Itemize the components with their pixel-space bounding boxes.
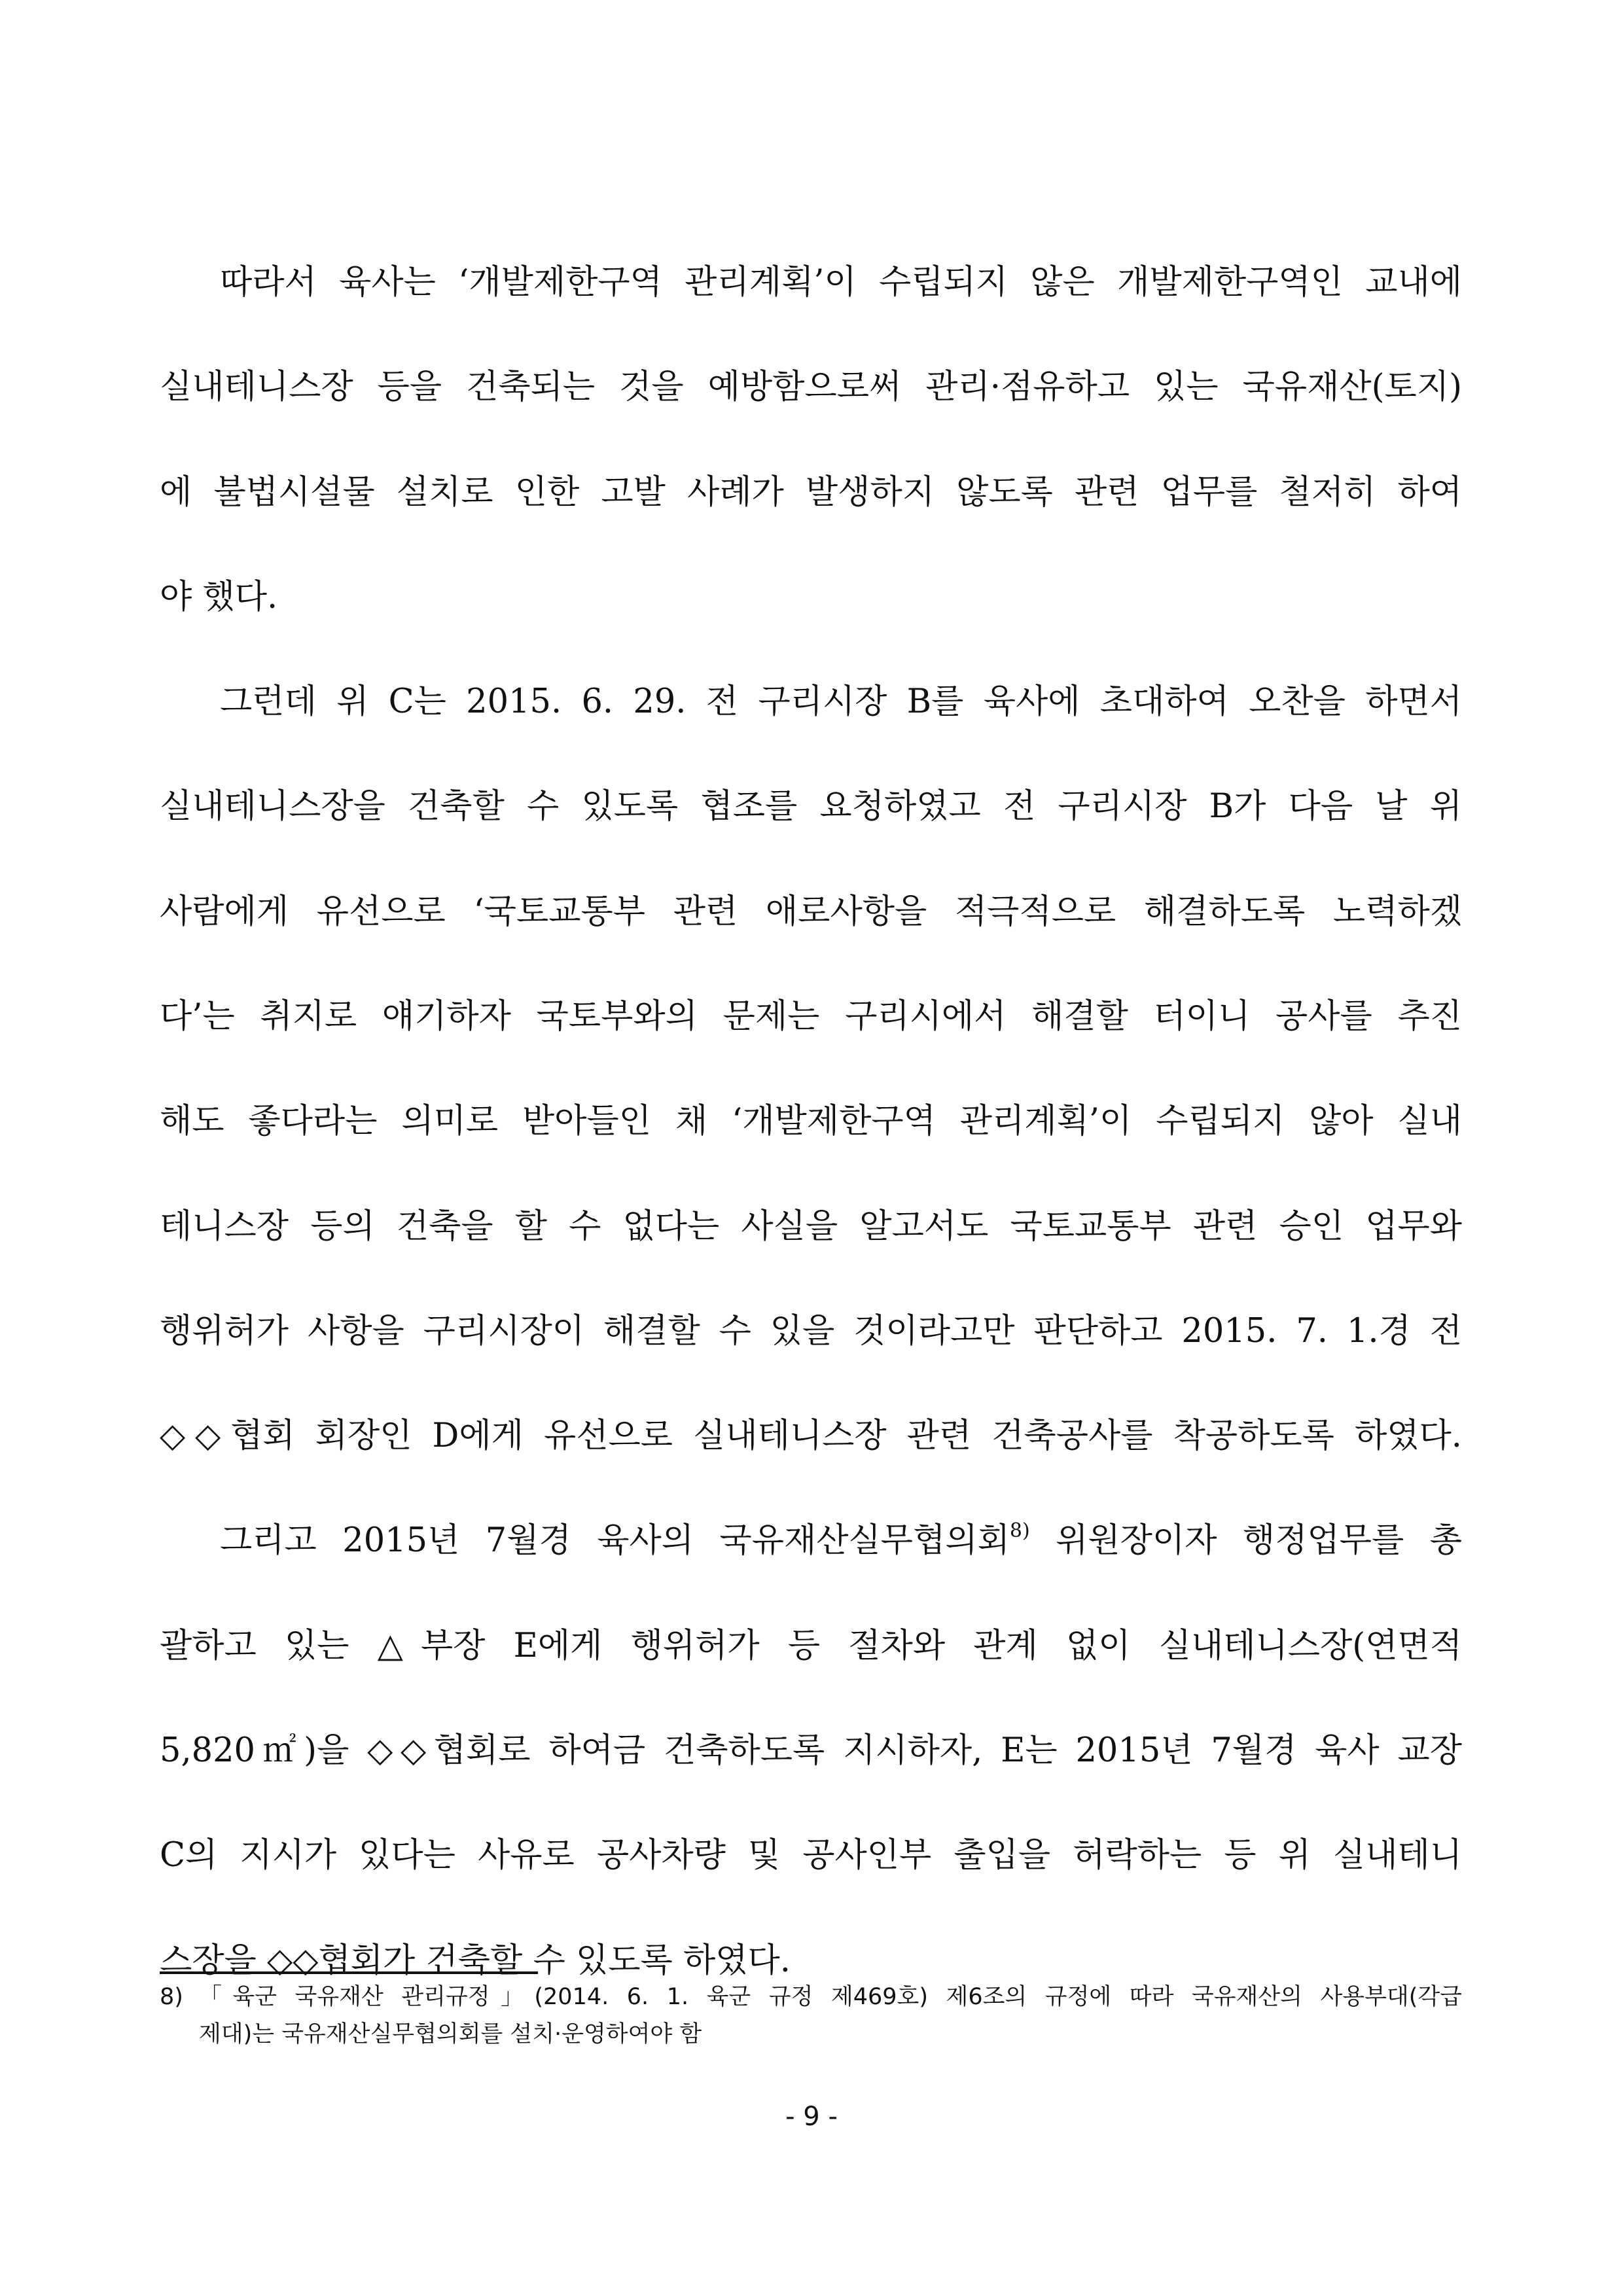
body-line-15: 5,820㎡)을 ◇◇협회로 하여금 건축하도록 지시하자, E는 2015년 7월경 육사 교장 xyxy=(160,1731,1462,1770)
body-line-6: 실내테니스장을 건축할 수 있도록 협조를 요청하였고 전 구리시장 B가 다음 날 위 xyxy=(160,787,1462,826)
footnote-text-line-2: 제대)는 국유재산실무협의회를 설치·운영하여야 함 xyxy=(199,2021,702,2047)
body-line-12: ◇◇협회 회장인 D에게 유선으로 실내테니스장 관련 건축공사를 착공하도록 하였다. xyxy=(160,1417,1462,1455)
footnote-number: 8) xyxy=(160,1984,183,2010)
body-line-2: 실내테니스장 등을 건축되는 것을 예방함으로써 관리·점유하고 있는 국유재산(토지) xyxy=(160,368,1462,406)
page-number: - 9 - xyxy=(785,2102,838,2132)
footnote-text-line-1: 「육군 국유재산 관리규정」(2014. 6. 1. 육군 규정 제469호) 제6조의 규정에 따라 국유재산의 사용부대(각급 xyxy=(199,1984,1462,2010)
body-line-8: 다’는 취지로 얘기하자 국토부와의 문제는 구리시에서 해결할 터이니 공사를 추진 xyxy=(160,997,1462,1036)
body-line-17: 스장을 ◇◇협회가 건축할 수 있도록 하였다. xyxy=(160,1941,791,1980)
body-line-13-part-2: 위원장이자 행정업무를 총 xyxy=(1056,1521,1462,1560)
body-line-4: 야 했다. xyxy=(160,578,278,616)
footnote-separator xyxy=(160,1971,538,1974)
body-line-13-part-1: 그리고 2015년 7월경 육사의 국유재산실무협의회 xyxy=(220,1521,1010,1560)
body-line-16: C의 지시가 있다는 사유로 공사차량 및 공사인부 출입을 허락하는 등 위 실내테니 xyxy=(160,1836,1462,1875)
body-line-3: 에 불법시설물 설치로 인한 고발 사례가 발생하지 않도록 관련 업무를 철저히 하여 xyxy=(160,473,1462,512)
body-line-13 xyxy=(220,1518,1462,1564)
body-line-10: 테니스장 등의 건축을 할 수 없다는 사실을 알고서도 국토교통부 관련 승인 업무와 xyxy=(160,1207,1462,1246)
body-line-1: 따라서 육사는 ‘개발제한구역 관리계획’이 수립되지 않은 개발제한구역인 교내에 xyxy=(220,263,1462,302)
footnote-reference: 8) xyxy=(1009,1519,1030,1542)
body-line-5: 그런데 위 C는 2015. 6. 29. 전 구리시장 B를 육사에 초대하여 오찬을 하면서 xyxy=(220,682,1462,721)
body-line-9: 해도 좋다라는 의미로 받아들인 채 ‘개발제한구역 관리계획’이 수립되지 않아 실내 xyxy=(160,1102,1462,1140)
body-line-7: 사람에게 유선으로 ‘국토교통부 관련 애로사항을 적극적으로 해결하도록 노력하겠 xyxy=(160,892,1462,931)
body-line-14: 괄하고 있는 △부장 E에게 행위허가 등 절차와 관계 없이 실내테니스장(연면적 xyxy=(160,1627,1462,1665)
body-line-11: 행위허가 사항을 구리시장이 해결할 수 있을 것이라고만 판단하고 2015. 7. 1.경 전 xyxy=(160,1312,1462,1351)
